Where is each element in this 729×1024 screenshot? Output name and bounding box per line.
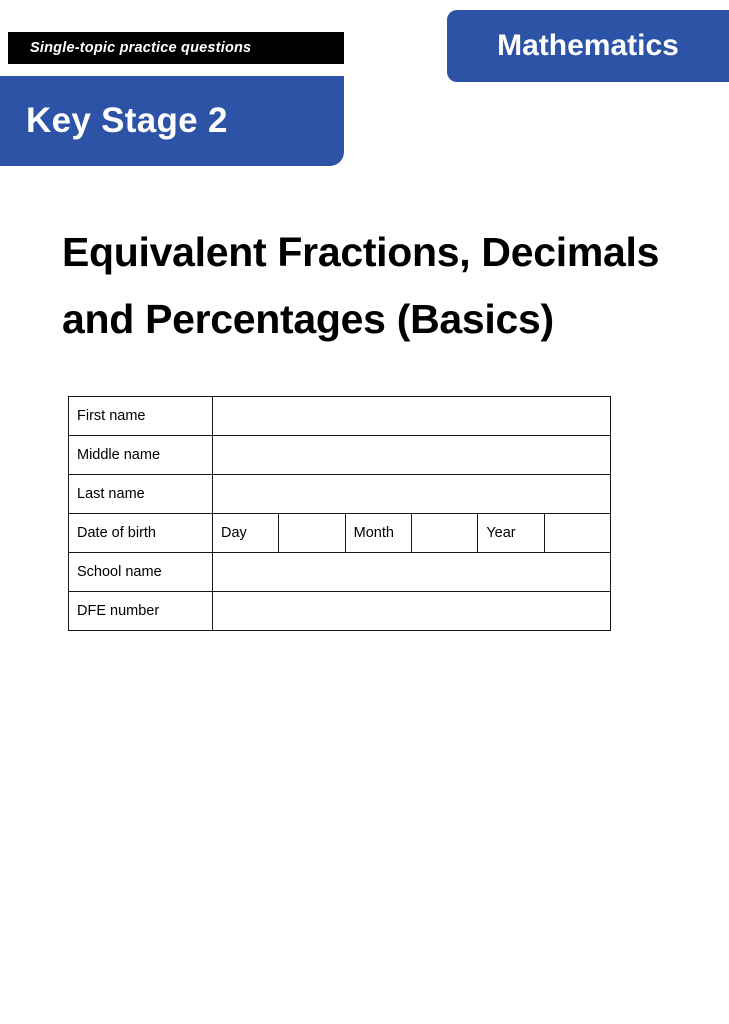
year-field[interactable] xyxy=(544,514,610,553)
last-name-field[interactable] xyxy=(213,475,611,514)
last-name-label: Last name xyxy=(69,475,213,514)
page-title: Equivalent Fractions, Decimals and Percentages (Basics) xyxy=(62,229,660,343)
key-stage-label: Key Stage 2 xyxy=(26,101,228,140)
month-field[interactable] xyxy=(411,514,477,553)
key-stage-banner xyxy=(0,12,344,154)
table-row xyxy=(69,397,611,436)
student-details-table xyxy=(68,396,611,631)
subject-badge xyxy=(447,10,729,82)
table-row xyxy=(69,436,611,475)
subject-label: Mathematics xyxy=(497,29,679,62)
school-name-label: School name xyxy=(69,553,213,592)
dfe-number-field[interactable] xyxy=(213,592,611,631)
first-name-label: First name xyxy=(69,397,213,436)
middle-name-label: Middle name xyxy=(69,436,213,475)
middle-name-field[interactable] xyxy=(213,436,611,475)
first-name-field[interactable] xyxy=(213,397,611,436)
date-of-birth-label: Date of birth xyxy=(69,514,213,553)
month-label: Month xyxy=(345,514,411,553)
day-label: Day xyxy=(213,514,279,553)
day-field[interactable] xyxy=(279,514,345,553)
table-row-date-of-birth xyxy=(69,514,611,553)
dfe-number-label: DFE number xyxy=(69,592,213,631)
year-label: Year xyxy=(478,514,544,553)
school-name-field[interactable] xyxy=(213,553,611,592)
key-stage-badge xyxy=(0,76,344,166)
table-row xyxy=(69,592,611,631)
table-row xyxy=(69,475,611,514)
practice-questions-label: Single-topic practice questions xyxy=(8,32,344,64)
table-row xyxy=(69,553,611,592)
